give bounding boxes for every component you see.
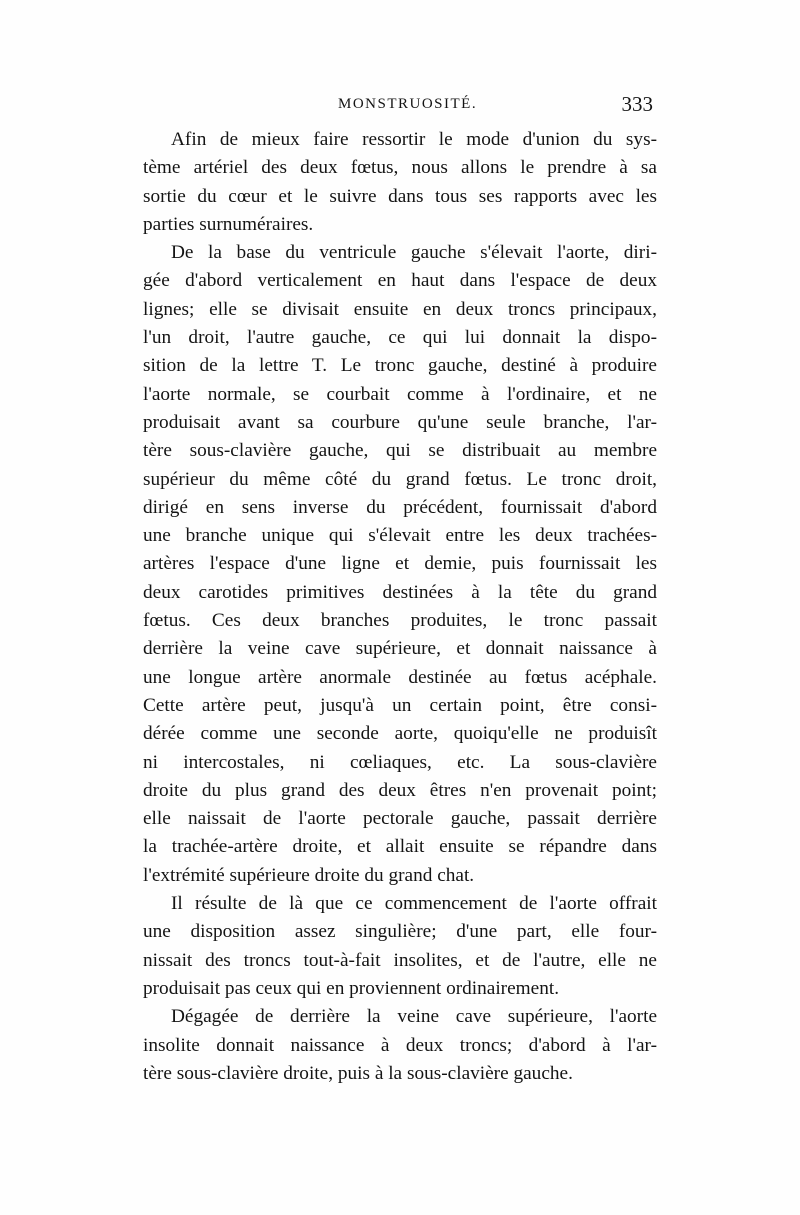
text-line: Afin de mieux faire ressortir le mode d'union du sys- xyxy=(171,129,657,150)
text-line: fœtus. Ces deux branches produites, le tronc passait xyxy=(143,610,657,632)
text-line: deux carotides primitives destinées à la tête du grand xyxy=(143,581,657,603)
text-line: dirigé en sens inverse du précédent, fournissait d'abord xyxy=(143,496,657,518)
text-line: elle naissait de l'aorte pectorale gauche, passait derrière xyxy=(143,808,657,830)
text-line: lignes; elle se divisait ensuite en deux troncs principaux, xyxy=(143,298,657,320)
text-line: une branche unique qui s'élevait entre les deux trachées- xyxy=(143,525,657,547)
text-line: sortie du cœur et le suivre dans tous ses rapports avec les xyxy=(143,185,657,207)
paragraph xyxy=(143,890,657,1003)
text-line: nissait des troncs tout-à-fait insolites, et de l'autre, elle ne xyxy=(143,949,657,971)
text-line: gée d'abord verticalement en haut dans l'espace de deux xyxy=(143,270,657,292)
text-line: tème artériel des deux fœtus, nous allons le prendre à sa xyxy=(143,157,657,179)
text-line: De la base du ventricule gauche s'élevait l'aorte, diri- xyxy=(171,242,657,264)
paragraph xyxy=(143,1003,657,1088)
running-head: MONSTRUOSITÉ. xyxy=(338,96,478,112)
text-line: droite du plus grand des deux êtres n'en provenait point; xyxy=(143,779,657,801)
text-line: Dégagée de derrière la veine cave supérieure, l'aorte xyxy=(171,1006,657,1028)
text-line: parties surnuméraires. xyxy=(143,213,314,235)
text-line: produisait pas ceux qui en proviennent ordinairement. xyxy=(143,977,560,999)
page-header xyxy=(143,92,653,122)
text-line: dérée comme une seconde aorte, quoiqu'elle ne produisît xyxy=(143,723,657,745)
text-line: tère sous-clavière droite, puis à la sous-clavière gauche. xyxy=(143,1062,573,1084)
text-line: ni intercostales, ni cœliaques, etc. La sous-clavière xyxy=(143,751,657,773)
text-line: tère sous-clavière gauche, qui se distribuait au membre xyxy=(143,440,657,462)
text-line: Cette artère peut, jusqu'à un certain point, être consi- xyxy=(143,694,657,716)
text-line: l'un droit, l'autre gauche, ce qui lui donnait la dispo- xyxy=(143,327,657,349)
page-number: 333 xyxy=(621,92,653,116)
text-line: l'aorte normale, se courbait comme à l'ordinaire, et ne xyxy=(143,383,657,405)
text-line: produisait avant sa courbure qu'une seule branche, l'ar- xyxy=(143,411,657,433)
paragraph xyxy=(143,126,657,239)
body-text xyxy=(143,126,657,1088)
text-line: la trachée-artère droite, et allait ensuite se répandre dans xyxy=(143,836,657,858)
text-line: artères l'espace d'une ligne et demie, puis fournissait les xyxy=(143,553,657,575)
text-line: derrière la veine cave supérieure, et donnait naissance à xyxy=(143,638,657,660)
text-line: l'extrémité supérieure droite du grand chat. xyxy=(143,864,475,886)
text-line: une disposition assez singulière; d'une part, elle four- xyxy=(143,921,657,943)
paragraph xyxy=(143,239,657,890)
text-line: insolite donnait naissance à deux troncs; d'abord à l'ar- xyxy=(143,1034,657,1056)
text-line: supérieur du même côté du grand fœtus. Le tronc droit, xyxy=(143,468,657,490)
text-line: une longue artère anormale destinée au fœtus acéphale. xyxy=(143,666,657,688)
text-line: Il résulte de là que ce commencement de l'aorte offrait xyxy=(171,893,657,915)
text-line: sition de la lettre T. Le tronc gauche, destiné à produire xyxy=(143,355,657,377)
